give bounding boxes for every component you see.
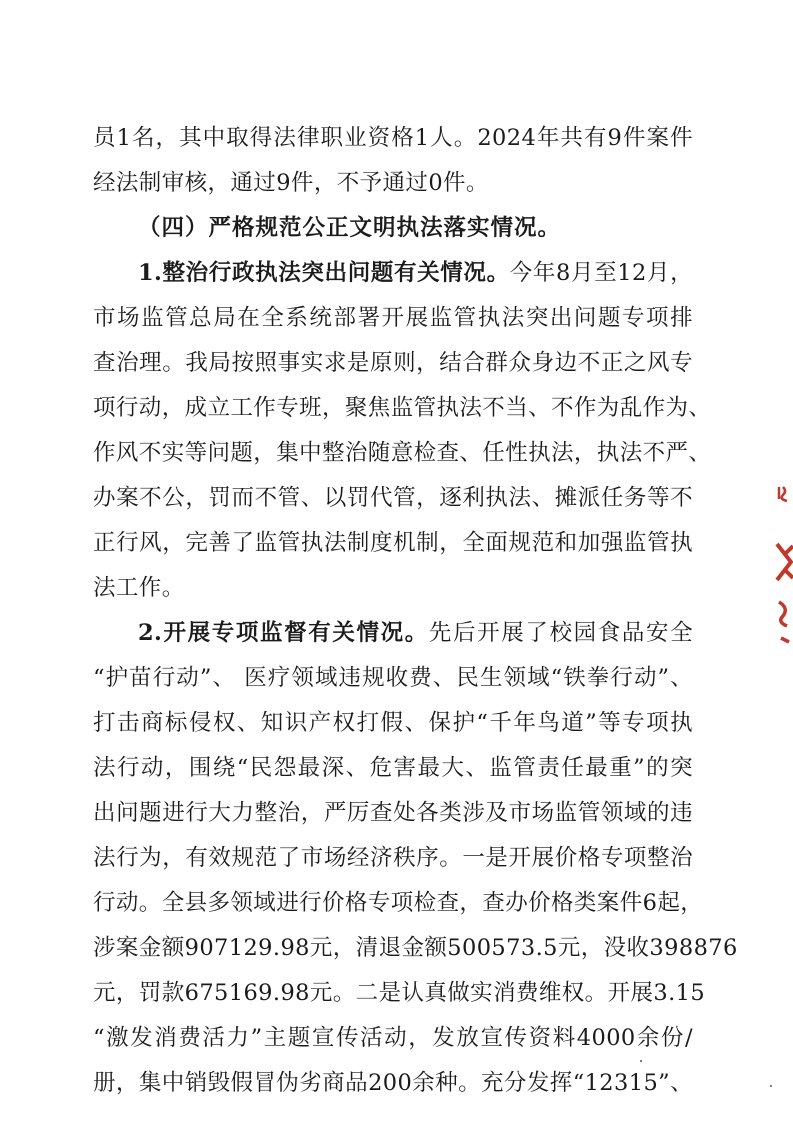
- text-line: 打击商标侵权、知识产权打假、保护“千年鸟道”等专项执: [93, 710, 693, 736]
- text-line: 市场监管总局在全系统部署开展监管执法突出问题专项排: [93, 305, 693, 331]
- text-line: 法行为，有效规范了市场经济秩序。一是开展价格专项整治: [93, 845, 693, 871]
- text-line: [93, 251, 693, 296]
- scan-speck: [640, 1060, 642, 1062]
- document-body: [93, 116, 738, 1106]
- text-line: 行动。全县多领域进行价格专项检查，查办价格类案件6起，: [93, 890, 704, 916]
- text-line: 正行风，完善了监管执法制度机制，全面规范和加强监管执: [93, 530, 693, 556]
- scan-speck: [770, 1085, 772, 1087]
- text-line: 法行动，围绕“民怨最深、危害最大、监管责任最重”的突: [93, 755, 694, 781]
- text-line: 办案不公，罚而不管、以罚代管，逐利执法、摊派任务等不: [93, 485, 693, 511]
- paragraph-lead: 1.整治行政执法突出问题有关情况。: [138, 260, 510, 286]
- paragraph-lead: 2.开展专项监督有关情况。: [138, 620, 429, 646]
- text-line: 员1名，其中取得法律职业资格1人。2024年共有9件案件: [93, 125, 693, 151]
- text-line: 出问题进行大力整治，严厉查处各类涉及市场监管领域的违: [93, 800, 693, 826]
- text-line: 项行动，成立工作专班，聚焦监管执法不当、不作为乱作为、: [93, 395, 712, 421]
- text-line: 法工作。: [93, 575, 185, 601]
- seal-fragment-bottom: [773, 598, 793, 646]
- text-line: [93, 611, 693, 656]
- text-line: “护苗行动”、 医疗领域违规收费、民生领域“铁拳行动”、: [93, 665, 693, 691]
- text-line: 查治理。我局按照事实求是原则，结合群众身边不正之风专: [93, 350, 693, 376]
- paragraph-text: 今年8月至12月，: [509, 260, 694, 286]
- section-heading: （四）严格规范公正文明执法落实情况。: [138, 215, 562, 241]
- paragraph-text: 先后开展了校园食品安全: [428, 620, 693, 646]
- text-line: 涉案金额907129.98元，清退金额500573.5元，没收398876: [93, 935, 738, 961]
- seal-fragment-top: [773, 485, 793, 503]
- text-line: 册，集中销毁假冒伪劣商品200余种。充分发挥“12315”、: [93, 1070, 693, 1096]
- text-line: 经法制审核，通过9件，不予通过0件。: [93, 170, 489, 196]
- seal-fragment-middle: [773, 540, 793, 585]
- text-line: “激发消费活力”主题宣传活动，发放宣传资料4000余份/: [93, 1025, 693, 1051]
- text-line: 元，罚款675169.98元。二是认真做实消费维权。开展3.15: [93, 980, 706, 1006]
- text-line: 作风不实等问题，集中整治随意检查、任性执法，执法不严、: [93, 440, 712, 466]
